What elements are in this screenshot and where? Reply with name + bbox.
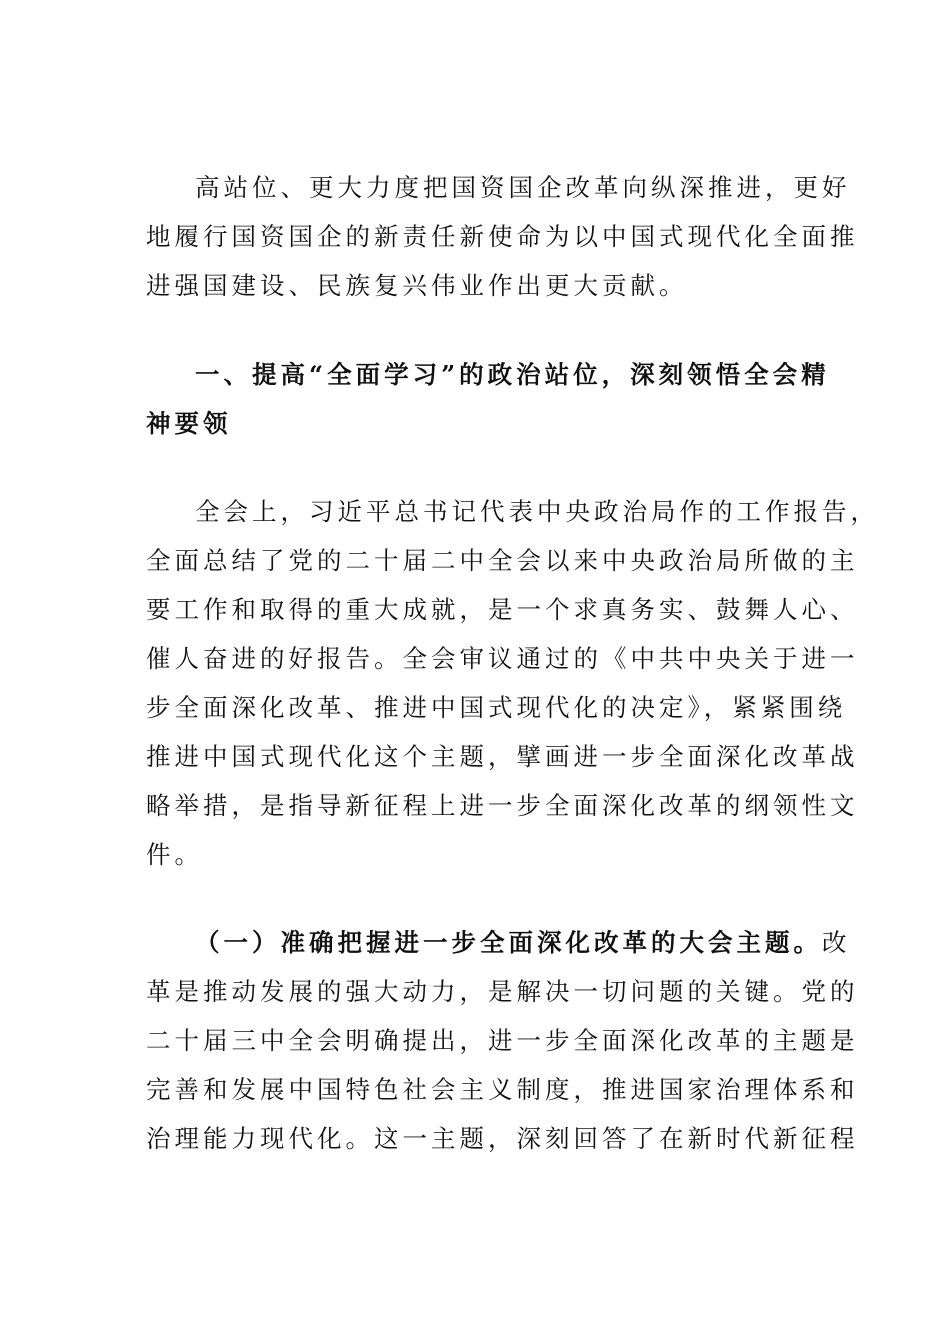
heading-line: 神要领 <box>146 409 232 438</box>
text-line: 高站位、更大力度把国资国企改革向纵深推进，更好 <box>195 173 851 202</box>
paragraph-intro <box>146 163 859 310</box>
text-line-with-subheading <box>146 918 851 967</box>
text-line: 全会上，习近平总书记代表中央政治局作的工作报告， <box>195 497 879 526</box>
text-line: 革是推动发展的强大动力，是解决一切问题的关键。党的 <box>146 977 859 1006</box>
text-line: 进强国建设、民族复兴伟业作出更大贡献。 <box>146 271 688 300</box>
section-heading-1 <box>146 350 830 448</box>
paragraph-report <box>146 487 879 879</box>
text-line: 催人奋进的好报告。全会审议通过的《中共中央关于进一 <box>146 644 859 673</box>
text-line: 步全面深化改革、推进中国式现代化的决定》，紧紧围绕 <box>146 693 847 722</box>
heading-line: 一、提高“全面学习”的政治站位，深刻领悟全会精 <box>195 360 830 389</box>
subheading-inline: （一）准确把握进一步全面深化改革的大会主题。 <box>195 928 822 957</box>
text-line: 件。 <box>146 840 203 869</box>
text-line: 完善和发展中国特色社会主义制度，推进国家治理体系和 <box>146 1075 859 1104</box>
text-line: 要工作和取得的重大成就，是一个求真务实、鼓舞人心、 <box>146 595 859 624</box>
text-line: 治理能力现代化。这一主题，深刻回答了在新时代新征程 <box>146 1124 859 1153</box>
text-line: 略举措，是指导新征程上进一步全面深化改革的纲领性文 <box>146 791 859 820</box>
text-line: 二十届三中全会明确提出，进一步全面深化改革的主题是 <box>146 1026 859 1055</box>
text-line: 地履行国资国企的新责任新使命为以中国式现代化全面推 <box>146 222 859 251</box>
paragraph-theme <box>146 918 859 1163</box>
text-line: 全面总结了党的二十届二中全会以来中央政治局所做的主 <box>146 546 859 575</box>
text-line: 推进中国式现代化这个主题，擘画进一步全面深化改革战 <box>146 742 859 771</box>
text-run: 改 <box>822 928 851 957</box>
